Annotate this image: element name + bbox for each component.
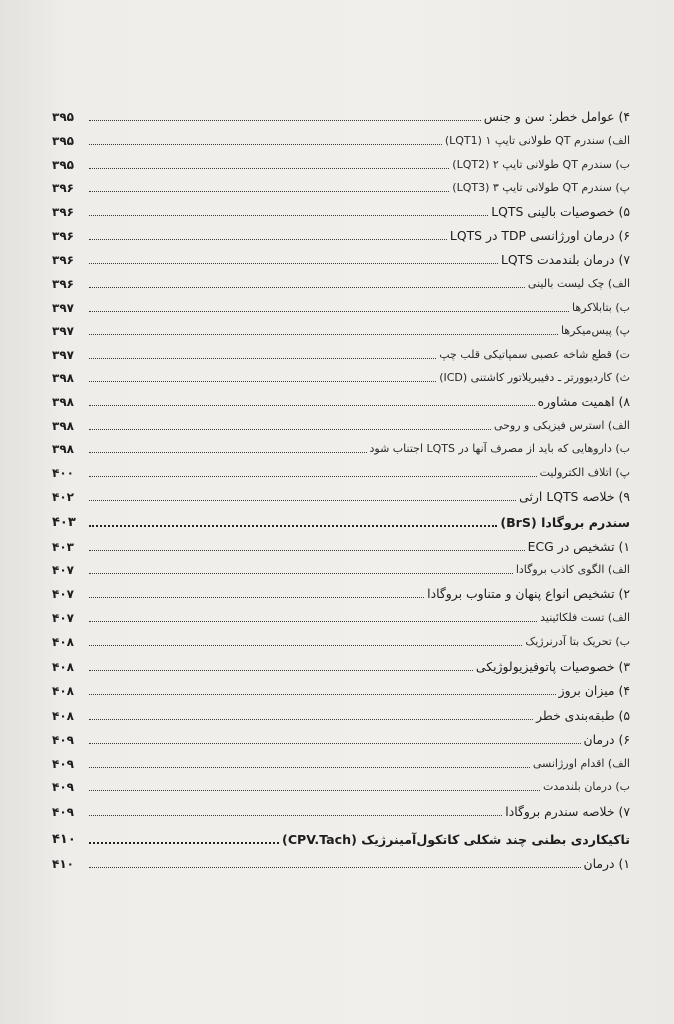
toc-entry-row[interactable] [52,413,630,435]
dot-leader [89,358,436,359]
toc-entry-row[interactable] [52,152,630,174]
toc-entry-row[interactable] [52,605,630,627]
toc-entry-title: الف) تست فلکائینید [540,611,630,624]
toc-page-number: ۳۹۷ [52,301,74,315]
toc-entry-title: ۴) عوامل خطر: سن و جنس [483,109,630,124]
toc-page-number: ۳۹۵ [52,158,74,172]
dot-leader [89,429,491,430]
toc-entry-row[interactable] [52,654,630,676]
toc-entry-row[interactable] [52,365,630,387]
dot-leader [89,597,424,598]
dot-leader [89,191,449,192]
toc-entry-title: ب) درمان بلندمدت [543,780,630,793]
toc-entry-row[interactable] [52,774,630,796]
toc-entry-row[interactable] [52,629,630,651]
toc-entry-title: ۵) طبقه‌بندی خطر [536,708,630,723]
toc-entry-row[interactable] [52,557,630,579]
toc-entry-title: سندرم بروگادا (BrS) [500,515,630,530]
toc-entry-row[interactable] [52,727,630,749]
toc-entry-row[interactable] [52,199,630,221]
toc-page-number: ۳۹۶ [52,181,74,195]
toc-entry-title: پ) اتلاف الکترولیت [539,466,630,479]
toc-entry-title: الف) چک لیست بالینی [527,277,630,290]
toc-page-number: ۴۰۹ [52,757,74,771]
toc-entry-title: ۷) درمان بلندمدت LQTS [500,252,630,267]
toc-entry-row[interactable] [52,581,630,603]
toc-page-number: ۴۰۷ [52,563,74,577]
toc-page-number: ۴۰۸ [52,635,74,649]
toc-entry-title: ۲) تشخیص انواع پنهان و متناوب بروگادا [427,586,630,601]
toc-entry-title: الف) الگوی کاذب بروگادا [515,563,630,576]
dot-leader [89,334,558,335]
toc-page-number: ۴۰۹ [52,733,74,747]
toc-entry-row[interactable] [52,703,630,725]
dot-leader [89,790,540,791]
dot-leader [89,215,488,216]
dot-leader [89,525,497,527]
toc-page-number: ۴۰۰ [52,466,74,480]
toc-section-row[interactable] [52,827,630,849]
dot-leader [89,842,279,844]
dot-leader [89,867,581,868]
toc-entry-title: ب) سندرم QT طولانی تایپ ۲ (LQT2) [452,158,630,171]
dot-leader [89,239,447,240]
toc-page-number: ۳۹۸ [52,371,74,385]
dot-leader [89,405,535,406]
dot-leader [89,573,513,574]
toc-entry-title: ۱) درمان [583,856,630,871]
toc-page-number: ۳۹۵ [52,110,74,124]
toc-entry-row[interactable] [52,175,630,197]
toc-page-number: ۴۰۸ [52,660,74,674]
toc-entry-title: ۶) درمان [583,732,630,747]
toc-entry-row[interactable] [52,247,630,269]
toc-page-number: ۴۱۰ [52,857,74,871]
dot-leader [89,694,556,695]
dot-leader [89,263,498,264]
toc-entry-title: ۹) خلاصه LQTS ارثی [519,489,630,504]
dot-leader [89,144,442,145]
toc-page-number: ۳۹۸ [52,395,74,409]
toc-page-number: ۳۹۷ [52,324,74,338]
dot-leader [89,381,436,382]
toc-entry-row[interactable] [52,436,630,458]
toc-entry-row[interactable] [52,851,630,873]
dot-leader [89,621,537,622]
toc-entry-title: تاکیکاردی بطنی چند شکلی کاتکول‌آمینرژیک (CPV.Tach) [282,832,630,847]
dot-leader [89,287,525,288]
toc-page-number: ۳۹۶ [52,253,74,267]
toc-entry-row[interactable] [52,104,630,126]
toc-page-number: ۳۹۵ [52,134,74,148]
toc-entry-title: پ) پیس‌میکرها [560,324,630,337]
toc-entry-row[interactable] [52,128,630,150]
dot-leader [89,500,516,501]
dot-leader [89,311,569,312]
toc-page-number: ۴۰۸ [52,684,74,698]
toc-entry-title: ب) تحریک بتا آدرنرژیک [525,635,630,648]
toc-page-number: ۳۹۸ [52,419,74,433]
toc-section-row[interactable] [52,510,630,532]
toc-entry-title: ث) کاردیوورتر ـ دفیبریلاتور کاشتنی (ICD) [439,371,630,384]
toc-page-number: ۳۹۶ [52,229,74,243]
toc-entry-title: ب) بتابلاکرها [572,301,630,314]
toc-entry-title: الف) اقدام اورژانسی [532,757,630,770]
toc-entry-row[interactable] [52,484,630,506]
toc-entry-title: الف) استرس فیزیکی و روحی [493,419,630,432]
dot-leader [89,670,473,671]
toc-page-number: ۴۰۳ [52,515,76,530]
toc-entry-title: ۴) میزان بروز [558,683,630,698]
dot-leader [89,476,537,477]
toc-entry-title: ۱) تشخیص در ECG [527,539,630,554]
toc-entry-row[interactable] [52,799,630,821]
toc-entry-title: ۵) خصوصیات بالینی LQTS [491,204,630,219]
dot-leader [89,719,533,720]
toc-entry-title: ت) قطع شاخه عصبی سمپاتیکی قلب چپ [439,348,630,361]
toc-entry-title: ۶) درمان اورژانسی TDP در LQTS [449,228,630,243]
dot-leader [89,815,502,816]
toc-entry-title: ۸) اهمیت مشاوره [537,394,630,409]
toc-page-number: ۳۹۸ [52,442,74,456]
toc-entry-title: ۷) خلاصه سندرم بروگادا [505,804,630,819]
toc-entry-title: ۳) خصوصیات پاتوفیزیولوژیکی [475,659,630,674]
toc-page-number: ۴۰۹ [52,780,74,794]
dot-leader [89,452,367,453]
toc-page-number: ۴۰۸ [52,709,74,723]
toc-entry-row[interactable] [52,271,630,293]
toc-page-number: ۳۹۶ [52,205,74,219]
toc-page-number: ۳۹۷ [52,348,74,362]
dot-leader [89,550,525,551]
toc-entry-row[interactable] [52,534,630,556]
toc-entry-row[interactable] [52,460,630,482]
dot-leader [89,168,449,169]
toc-entry-row[interactable] [52,318,630,340]
toc-entry-row[interactable] [52,342,630,364]
dot-leader [89,645,522,646]
dot-leader [89,743,581,744]
toc-entry-row[interactable] [52,751,630,773]
toc-entry-row[interactable] [52,295,630,317]
dot-leader [89,120,481,121]
toc-page-number: ۴۰۷ [52,611,74,625]
dot-leader [89,767,530,768]
toc-page-number: ۴۰۷ [52,587,74,601]
toc-entry-row[interactable] [52,389,630,411]
toc-entry-title: الف) سندرم QT طولانی تایپ ۱ (LQT1) [444,134,630,147]
toc-page-number: ۳۹۶ [52,277,74,291]
toc-entry-row[interactable] [52,678,630,700]
toc-page-number: ۴۰۲ [52,490,74,504]
toc-page-number: ۴۰۹ [52,805,74,819]
toc-page-number: ۴۰۳ [52,540,74,554]
toc-page-number: ۴۱۰ [52,832,76,847]
toc-entry-title: پ) سندرم QT طولانی تایپ ۳ (LQT3) [452,181,630,194]
toc-entry-row[interactable] [52,223,630,245]
toc-entry-title: ب) داروهایی که باید از مصرف آنها در LQTS اجتناب شود [369,442,630,455]
